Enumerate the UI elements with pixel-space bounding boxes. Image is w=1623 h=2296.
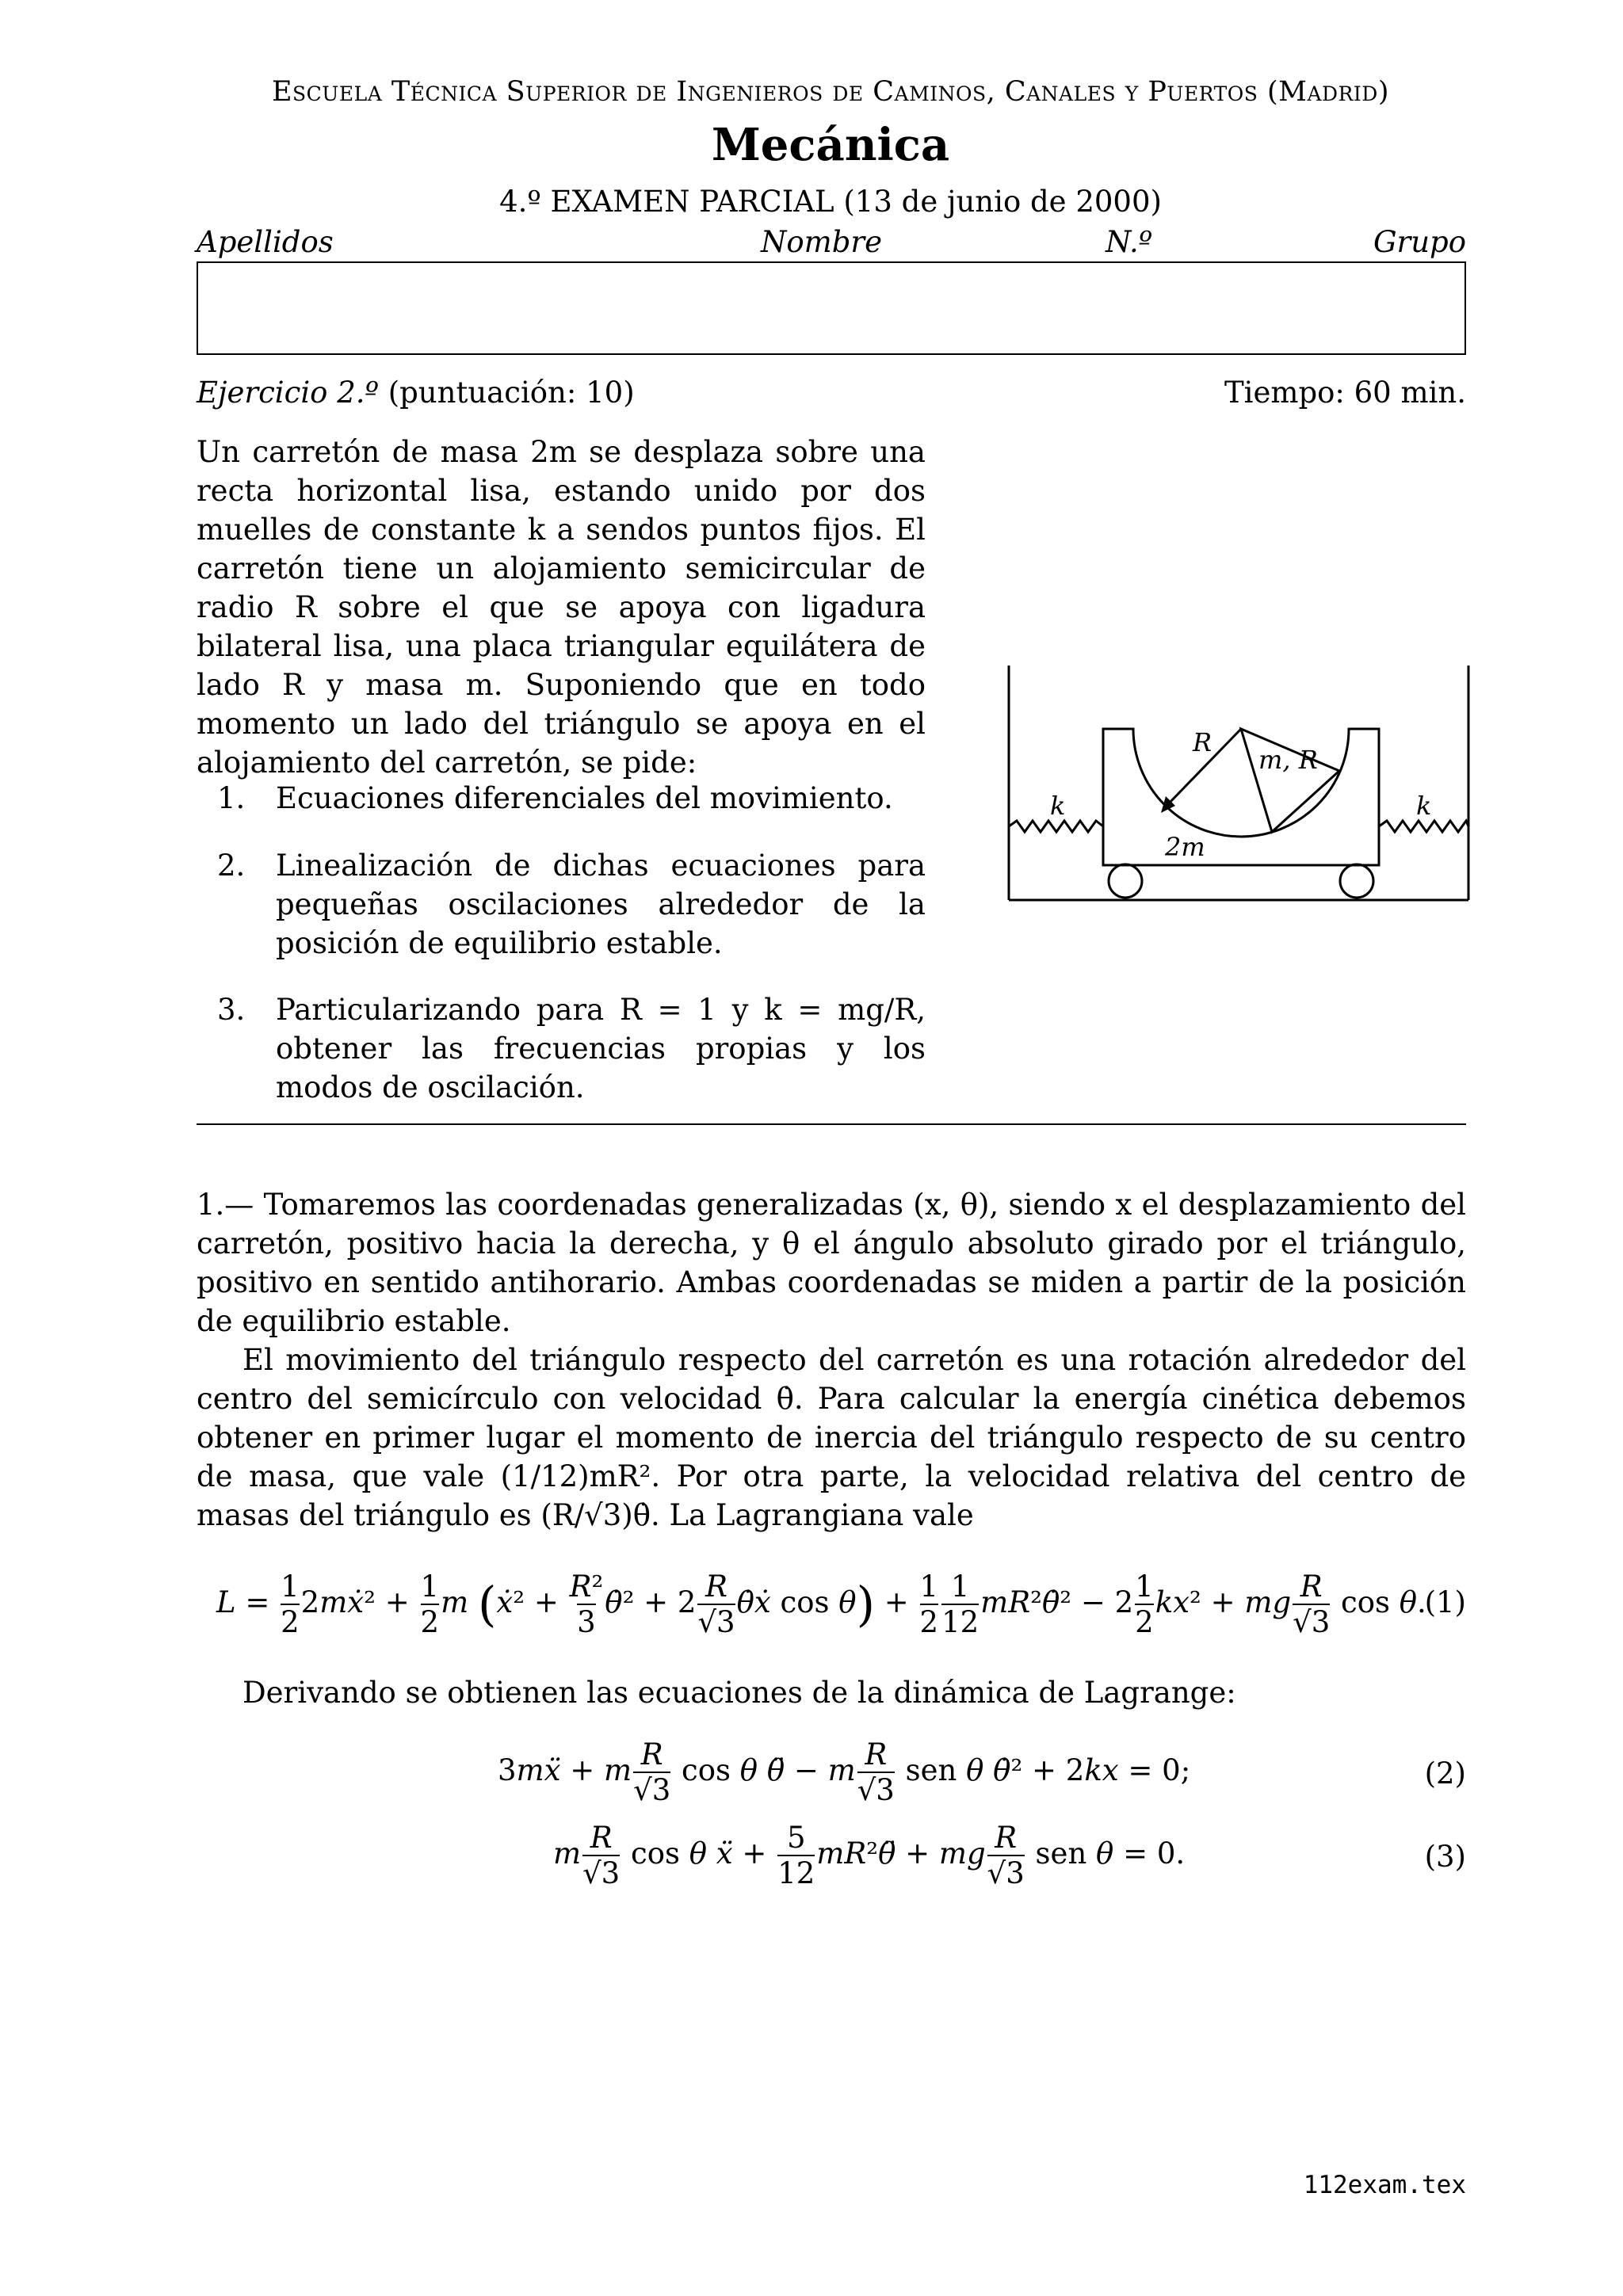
question-number: 2. <box>217 849 246 883</box>
left-wheel <box>1109 864 1142 898</box>
cart-diagram <box>1002 666 1478 911</box>
spring-right-label: k <box>1416 791 1432 821</box>
lagrangian-expression: L = $\frac{1}{2}$ 2mẋ² + $\frac{1}{2}$ m (ẋ² + $\frac{\text{R²}}{3}$ θ̇² + 2 $\frac{R}{√3}$ θ̇ẋ cos θ) + $\frac{1}{2}$ $\frac{1}{12}$ mR²θ̇² − 2 $\frac{1}{2}$ kx² + mg $\frac{R}{√3}$ cos θ. <box>216 1569 1426 1639</box>
exercise-heading <box>197 376 635 410</box>
equation-number: (2) <box>1424 1756 1466 1791</box>
equation-x-expression: 3mẍ + m $\frac{R}{√3}$ cos θ θ̈ − m $\frac{R}{√3}$ sen θ θ̇² + 2kx = 0; <box>498 1737 1191 1807</box>
spring-left-label: k <box>1050 791 1066 821</box>
lagrange-equation-x <box>197 1739 1466 1810</box>
course-title: Mecánica <box>711 119 950 171</box>
exercise-title: Ejercicio 2.º <box>197 376 379 410</box>
exercise-time: Tiempo: 60 min. <box>1224 376 1466 410</box>
question-text: Linealización de dichas ecuaciones para pequeñas oscilaciones alrededor de la posición de equilibrio estable. <box>276 849 926 960</box>
exercise-score: (puntuación: 10) <box>388 376 635 410</box>
right-wheel <box>1340 864 1373 898</box>
lagrangian-equation <box>197 1565 1466 1639</box>
problem-statement: Un carretón de masa 2m se desplaza sobre una recta horizontal lisa, estando unido por dos muelles de constante k a sendos puntos fijos. El carretón tiene un alojamiento semicircular de radio R sobre el que se apoya con ligadura bilateral lisa, una placa triangular equilátera de lado R y masa m. Suponiendo que en todo momento un lado del triángulo se apoya en el alojamiento del carretón, se pide: <box>197 435 926 780</box>
question-number: 3. <box>217 993 246 1027</box>
cart-body <box>1103 729 1379 865</box>
section-divider <box>197 1123 1466 1125</box>
cart-mass-label: 2m <box>1165 832 1205 862</box>
question-item <box>197 779 926 818</box>
question-text: Ecuaciones diferenciales del movimiento. <box>276 781 893 815</box>
question-number: 1. <box>217 781 246 815</box>
footer-filename: 112exam.tex <box>1303 2171 1466 2199</box>
solution-paragraph-3: Derivando se obtienen las ecuaciones de la dinámica de Lagrange: <box>242 1676 1236 1710</box>
question-item <box>197 990 926 1107</box>
question-text: Particularizando para R = 1 y k = mg/R, obtener las frecuencias propias y los modos de oscilación. <box>276 993 926 1104</box>
equation-number: (3) <box>1424 1840 1466 1874</box>
solution-paragraph-1: 1.— Tomaremos las coordenadas generalizadas (x, θ), siendo x el desplazamiento del carretón, positivo hacia la derecha, y θ el ángulo absoluto girado por el triángulo, positivo en sentido antihorario. Ambas coordenadas se miden a partir de la posición de equilibrio estable. <box>197 1188 1466 1338</box>
label-numero: N.º <box>1106 225 1153 259</box>
equation-theta-expression: m $\frac{R}{√3}$ cos θ ẍ + $\frac{5}{12}$ mR²θ̈ + mg $\frac{R}{√3}$ sen θ = 0. <box>553 1821 1186 1890</box>
label-grupo: Grupo <box>1373 225 1466 259</box>
question-item <box>197 846 926 963</box>
right-spring <box>1379 821 1468 832</box>
lagrange-equation-theta <box>197 1822 1466 1894</box>
solution-paragraph-2: El movimiento del triángulo respecto del carretón es una rotación alrededor del centro del semicírculo con velocidad θ̇. Para calcular la energía cinética debemos obtener en primer lugar el momento de inercia del triángulo respecto de su centro de masa, que vale (1/12)mR². Por otra parte, la velocidad relativa del centro de masas del triángulo es (R/√3)θ̇. La Lagrangiana vale <box>197 1343 1466 1532</box>
left-spring <box>1009 821 1103 832</box>
equation-number: (1) <box>1424 1585 1466 1619</box>
school-name: Escuela Técnica Superior de Ingenieros de Caminos, Canales y Puertos (Madrid) <box>272 76 1389 108</box>
radius-label: R <box>1193 727 1212 757</box>
label-apellidos: Apellidos <box>197 225 334 259</box>
label-nombre: Nombre <box>761 225 883 259</box>
exam-title: 4.º EXAMEN PARCIAL (13 de junio de 2000) <box>499 185 1162 219</box>
plate-label: m, R <box>1258 745 1318 775</box>
student-info-box[interactable] <box>197 261 1466 355</box>
